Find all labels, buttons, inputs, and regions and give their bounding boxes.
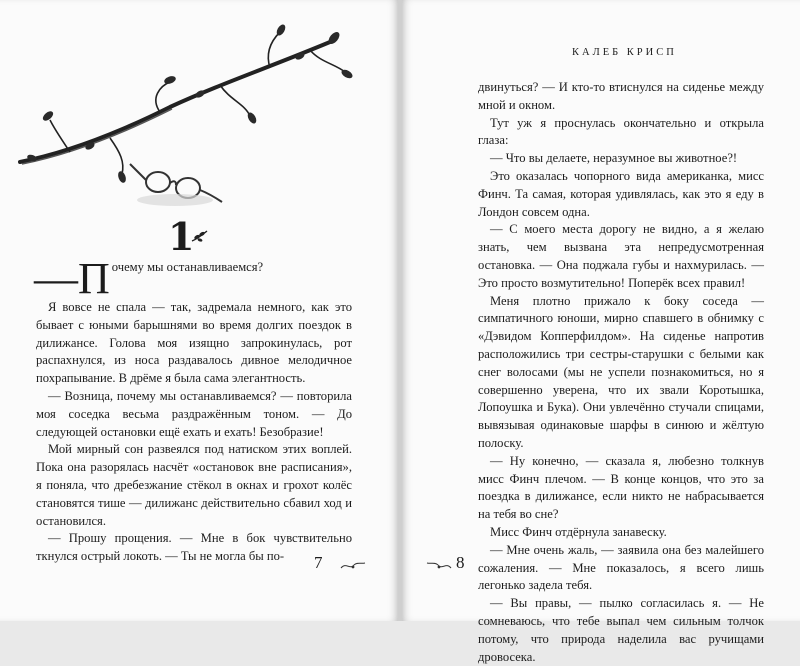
opening-paragraph <box>34 254 352 303</box>
page-number: 8 <box>456 553 465 572</box>
drop-cap: —П <box>34 254 110 303</box>
opening-line: очему мы останавливаемся? <box>111 260 264 274</box>
paragraph: — Что вы делаете, неразумное вы животное?! <box>490 151 738 166</box>
paragraph: Мисс Финч отдёрнула занавеску. <box>490 524 667 539</box>
paragraph: — Ну конечно, — сказала я, любезно толкнув мисс Финч плечом. — В конце концов, что это за поездка в дилижансе, если никто не набрасывается на тебя во сне? <box>478 453 764 522</box>
paragraph: Я вовсе не спала — так, задремала немного, как это бывает с юными барышнями во время долгих поездок в дилижансе. Голова моя изящно запрокинулась, рот распахнулся, из носа раздавалось дивное мелодичное похрапывание. В дрёме я была сама элегантность. <box>36 300 352 386</box>
paragraph: Это оказалась чопорного вида американка, мисс Финч. Та самая, которая удивлялась, как это я еду в Лондон совсем одна. <box>478 168 764 219</box>
paragraph: двинуться? — И кто-то втиснулся на сиденье между мной и окном. <box>478 80 764 112</box>
paragraph: — Прошу прощения. — Мне в бок чувствительно ткнулся острый локоть. — Ты не могла бы по- <box>36 531 352 564</box>
paragraph: — С моего места дорогу не видно, а я желаю знать, чем вызвана эта непредусмотренная остановка. — Она поджала губы и нахмурилась. — Это просто возмутительно! Поперёк всех правил! <box>478 222 764 290</box>
flourish-ornament-icon <box>340 560 366 572</box>
paragraph: Тут уж я проснулась окончательно и открыла глаза: <box>478 115 764 148</box>
right-page-text <box>478 79 764 666</box>
running-head: КАЛЕБ КРИСП <box>572 47 677 58</box>
left-page <box>0 0 398 621</box>
paragraph: — Возница, почему мы останавливаемся? — повторила моя соседка весьма раздражённым тоном. — До следующей остановки ещё ехать и ехать! Безобразие! <box>36 388 352 439</box>
paragraph: — Вы правы, — пылко согласилась я. — Не сомневаюсь, что тебе выпал чем сильным толчок потому, что природа наделила вас ручищами дровосека. <box>478 596 764 664</box>
branch-with-spectacles-illustration <box>10 12 370 222</box>
flourish-ornament-icon <box>426 560 452 572</box>
right-page <box>402 0 800 664</box>
chapter-number: 1 <box>168 214 195 259</box>
paragraph: Меня плотно прижало к боку соседа — симпатичного юноши, мирно спавшего в обнимку с «Дэвидом Копперфилдом». На сиденье напротив расположились три сестры-старушки с белыми как снег волосами (мы не успели познакомиться, но я совершенно уверена, что их звали Коротышка, Лопоушка и Бука). Они увлечённо стучали спицами, вывязывая одинаковые шарфы в синюю и жёлтую полоску. <box>478 293 764 450</box>
paragraph: Мой мирный сон развеялся под натиском этих воплей. Пока она разорялась насчёт «остановок вне расписания», я поняла, что дребезжание стёкол в окнах и грохот колёс становятся тише — дилижанс действительно сбавил ход и остановился. <box>36 442 352 528</box>
left-page-text <box>34 254 352 566</box>
leaf-ornament-icon <box>191 229 209 243</box>
page-number: 7 <box>314 553 323 572</box>
paragraph: — Мне очень жаль, — заявила она без малейшего сожаления. — Мне показалось, я всего лишь легонько задела тебя. <box>478 542 764 593</box>
